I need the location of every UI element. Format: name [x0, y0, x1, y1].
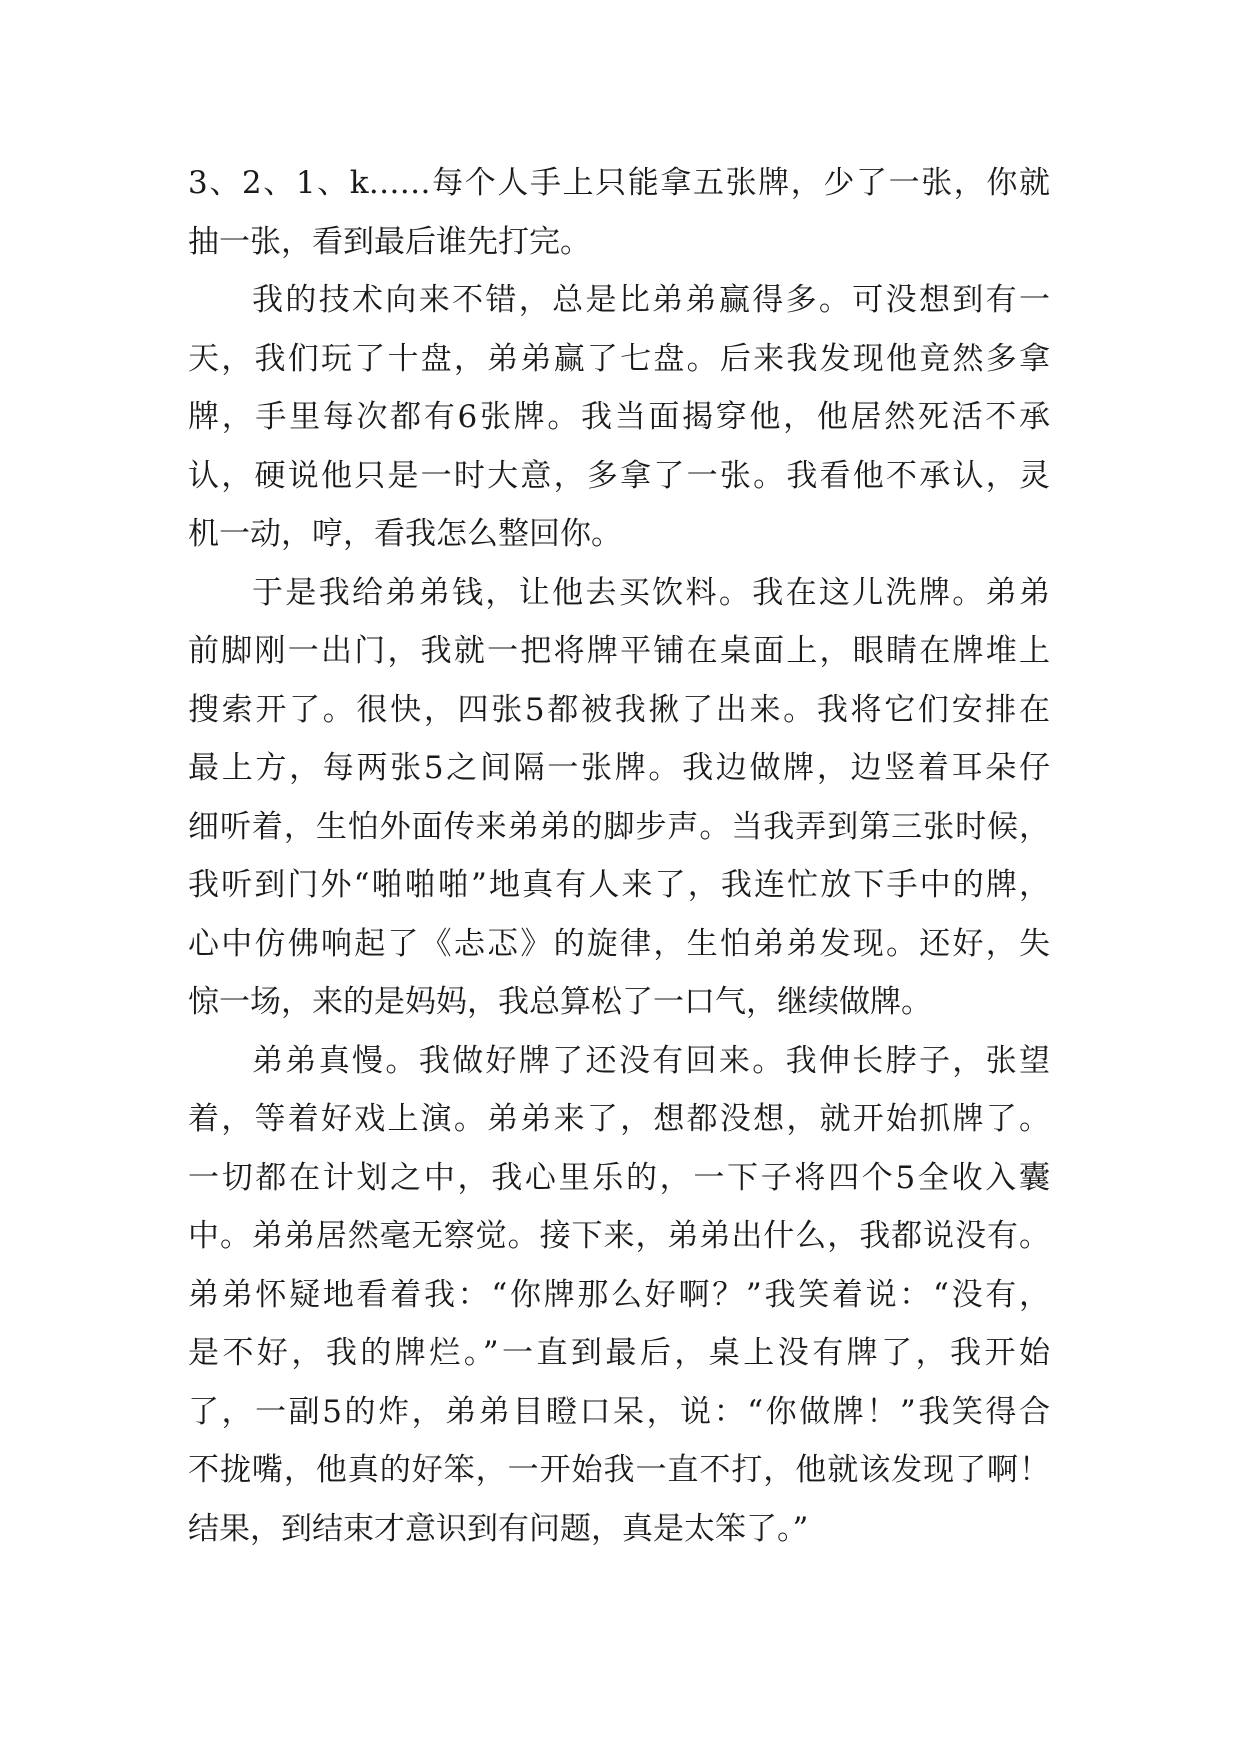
- text-line: 一切都在计划之中，我心里乐的，一下子将四个5全收入囊: [188, 1159, 1050, 1196]
- text-line: 最上方，每两张5之间隔一张牌。我边做牌，边竖着耳朵仔: [188, 750, 1050, 786]
- text-line: 着，等着好戏上演。弟弟来了，想都没想，就开始抓牌了。: [188, 1101, 1050, 1137]
- text-line: 我的技术向来不错，总是比弟弟赢得多。可没想到有一: [252, 282, 1050, 318]
- text-line: 心中仿佛响起了《忐忑》的旋律，生怕弟弟发现。还好，失: [188, 925, 1050, 962]
- text-line: 我听到门外“啪啪啪”地真有人来了，我连忙放下手中的牌，: [188, 867, 1050, 903]
- text-line: 抽一张，看到最后谁先打完。: [188, 223, 591, 260]
- text-line: 前脚刚一出门，我就一把将牌平铺在桌面上，眼睛在牌堆上: [188, 633, 1050, 669]
- text-line: 机一动，哼，看我怎么整回你。: [188, 516, 622, 552]
- text-line: 于是我给弟弟钱，让他去买饮料。我在这儿洗牌。弟弟: [252, 574, 1050, 611]
- text-line: 是不好，我的牌烂。”一直到最后，桌上没有牌了，我开始: [188, 1335, 1050, 1371]
- text-line: 中。弟弟居然毫无察觉。接下来，弟弟出什么，我都说没有。: [188, 1218, 1050, 1254]
- paragraph: [188, 1032, 1050, 1559]
- text-line: 弟弟真慢。我做好牌了还没有回来。我伸长脖子，张望: [252, 1042, 1050, 1079]
- text-line: 结果，到结束才意识到有问题，真是太笨了。”: [188, 1510, 809, 1547]
- text-line: 了，一副5的炸，弟弟目瞪口呆，说：“你做牌！”我笑得合: [188, 1393, 1050, 1430]
- text-line: 搜索开了。很快，四张5都被我揪了出来。我将它们安排在: [188, 691, 1050, 728]
- text-line: 3、2、1、k……每个人手上只能拿五张牌，少了一张，你就: [188, 165, 1050, 201]
- text-line: 不拢嘴，他真的好笨，一开始我一直不打，他就该发现了啊！: [188, 1452, 1050, 1488]
- text-line: 细听着，生怕外面传来弟弟的脚步声。当我弄到第三张时候，: [188, 808, 1050, 845]
- text-line: 惊一场，来的是妈妈，我总算松了一口气，继续做牌。: [188, 984, 932, 1020]
- paragraph: [188, 564, 1050, 1032]
- paragraph: [188, 271, 1050, 564]
- text-line: 牌，手里每次都有6张牌。我当面揭穿他，他居然死活不承: [188, 399, 1050, 435]
- text-line: 认，硬说他只是一时大意，多拿了一张。我看他不承认，灵: [188, 457, 1050, 494]
- paragraph: [188, 154, 1050, 271]
- text-line: 弟弟怀疑地看着我：“你牌那么好啊？”我笑着说：“没有，: [188, 1276, 1050, 1313]
- text-line: 天，我们玩了十盘，弟弟赢了七盘。后来我发现他竟然多拿: [188, 340, 1050, 377]
- document-body: [188, 154, 1050, 1558]
